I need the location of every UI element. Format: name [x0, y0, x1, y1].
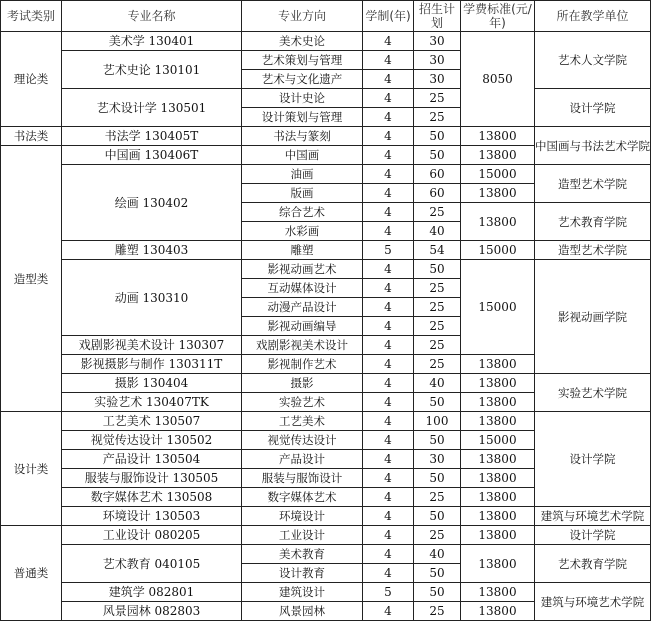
- major-cell: 风景园林 082803: [62, 602, 242, 621]
- quota-cell: 30: [414, 450, 461, 469]
- years-cell: 4: [363, 393, 414, 412]
- tuition-cell: 13800: [461, 374, 535, 393]
- category-cell: 普通类: [1, 526, 62, 621]
- quota-cell: 40: [414, 374, 461, 393]
- major-cell: 视觉传达设计 130502: [62, 431, 242, 450]
- quota-cell: 25: [414, 602, 461, 621]
- years-cell: 4: [363, 469, 414, 488]
- tuition-cell: 13800: [461, 602, 535, 621]
- years-cell: 4: [363, 336, 414, 355]
- quota-cell: 50: [414, 564, 461, 583]
- years-cell: 5: [363, 583, 414, 602]
- direction-cell: 雕塑: [242, 241, 363, 260]
- direction-cell: 水彩画: [242, 222, 363, 241]
- table-row: [1, 526, 651, 545]
- tuition-cell: 13800: [461, 488, 535, 507]
- header-major: 专业名称: [62, 1, 242, 32]
- quota-cell: 40: [414, 222, 461, 241]
- direction-cell: 设计史论: [242, 89, 363, 108]
- major-cell: 建筑学 082801: [62, 583, 242, 602]
- quota-cell: 50: [414, 146, 461, 165]
- years-cell: 4: [363, 89, 414, 108]
- major-cell: 工业设计 080205: [62, 526, 242, 545]
- tuition-cell: 13800: [461, 545, 535, 583]
- header-quota: 招生计划: [414, 1, 461, 32]
- years-cell: 4: [363, 127, 414, 146]
- direction-cell: 综合艺术: [242, 203, 363, 222]
- direction-cell: 书法与篆刻: [242, 127, 363, 146]
- years-cell: 4: [363, 412, 414, 431]
- college-cell: 影视动画学院: [535, 260, 651, 374]
- direction-cell: 动漫产品设计: [242, 298, 363, 317]
- tuition-cell: 13800: [461, 412, 535, 431]
- quota-cell: 25: [414, 279, 461, 298]
- major-cell: 实验艺术 130407TK: [62, 393, 242, 412]
- years-cell: 4: [363, 602, 414, 621]
- quota-cell: 30: [414, 70, 461, 89]
- quota-cell: 25: [414, 317, 461, 336]
- direction-cell: 影视动画编导: [242, 317, 363, 336]
- years-cell: 4: [363, 165, 414, 184]
- major-cell: 艺术设计学 130501: [62, 89, 242, 127]
- tuition-cell: 13800: [461, 469, 535, 488]
- major-cell: 戏剧影视美术设计 130307: [62, 336, 242, 355]
- table-row: [1, 127, 651, 146]
- direction-cell: 工业设计: [242, 526, 363, 545]
- direction-cell: 艺术策划与管理: [242, 51, 363, 70]
- major-cell: 摄影 130404: [62, 374, 242, 393]
- table-row: [1, 412, 651, 431]
- category-cell: 设计类: [1, 412, 62, 526]
- category-cell: 理论类: [1, 32, 62, 127]
- table-row: [1, 507, 651, 526]
- quota-cell: 50: [414, 507, 461, 526]
- direction-cell: 建筑设计: [242, 583, 363, 602]
- major-cell: 产品设计 130504: [62, 450, 242, 469]
- years-cell: 4: [363, 564, 414, 583]
- direction-cell: 油画: [242, 165, 363, 184]
- quota-cell: 50: [414, 260, 461, 279]
- quota-cell: 50: [414, 583, 461, 602]
- college-cell: 造型艺术学院: [535, 241, 651, 260]
- major-cell: 中国画 130406T: [62, 146, 242, 165]
- direction-cell: 影视制作艺术: [242, 355, 363, 374]
- quota-cell: 50: [414, 431, 461, 450]
- years-cell: 4: [363, 431, 414, 450]
- tuition-cell: 13800: [461, 146, 535, 165]
- table-row: [1, 32, 651, 51]
- major-cell: 美术学 130401: [62, 32, 242, 51]
- tuition-cell: 15000: [461, 165, 535, 184]
- direction-cell: 设计教育: [242, 564, 363, 583]
- direction-cell: 产品设计: [242, 450, 363, 469]
- quota-cell: 30: [414, 32, 461, 51]
- years-cell: 4: [363, 108, 414, 127]
- years-cell: 4: [363, 184, 414, 203]
- years-cell: 4: [363, 70, 414, 89]
- years-cell: 4: [363, 450, 414, 469]
- quota-cell: 30: [414, 51, 461, 70]
- college-cell: 设计学院: [535, 526, 651, 545]
- major-cell: 艺术史论 130101: [62, 51, 242, 89]
- major-cell: 影视摄影与制作 130311T: [62, 355, 242, 374]
- header-row: [1, 1, 651, 32]
- direction-cell: 实验艺术: [242, 393, 363, 412]
- direction-cell: 中国画: [242, 146, 363, 165]
- tuition-cell: 13800: [461, 203, 535, 241]
- years-cell: 4: [363, 488, 414, 507]
- college-cell: 造型艺术学院: [535, 165, 651, 203]
- years-cell: 4: [363, 507, 414, 526]
- direction-cell: 风景园林: [242, 602, 363, 621]
- years-cell: 4: [363, 526, 414, 545]
- table-row: [1, 583, 651, 602]
- direction-cell: 美术教育: [242, 545, 363, 564]
- quota-cell: 60: [414, 184, 461, 203]
- tuition-cell: 13800: [461, 127, 535, 146]
- direction-cell: 艺术与文化遗产: [242, 70, 363, 89]
- direction-cell: 摄影: [242, 374, 363, 393]
- quota-cell: 25: [414, 89, 461, 108]
- tuition-cell: 13800: [461, 355, 535, 374]
- category-cell: 造型类: [1, 146, 62, 412]
- major-cell: 艺术教育 040105: [62, 545, 242, 583]
- years-cell: 4: [363, 298, 414, 317]
- major-cell: 雕塑 130403: [62, 241, 242, 260]
- table-row: [1, 260, 651, 279]
- college-cell: 艺术教育学院: [535, 545, 651, 583]
- quota-cell: 60: [414, 165, 461, 184]
- quota-cell: 25: [414, 336, 461, 355]
- quota-cell: 25: [414, 488, 461, 507]
- years-cell: 4: [363, 146, 414, 165]
- direction-cell: 数字媒体艺术: [242, 488, 363, 507]
- college-cell: 中国画与书法艺术学院: [535, 127, 651, 165]
- major-cell: 服装与服饰设计 130505: [62, 469, 242, 488]
- college-cell: 艺术人文学院: [535, 32, 651, 89]
- years-cell: 4: [363, 260, 414, 279]
- quota-cell: 50: [414, 393, 461, 412]
- tuition-cell: 13800: [461, 450, 535, 469]
- tuition-cell: 15000: [461, 431, 535, 450]
- years-cell: 4: [363, 203, 414, 222]
- direction-cell: 戏剧影视美术设计: [242, 336, 363, 355]
- category-cell: 书法类: [1, 127, 62, 146]
- quota-cell: 50: [414, 127, 461, 146]
- major-cell: 书法学 130405T: [62, 127, 242, 146]
- quota-cell: 100: [414, 412, 461, 431]
- tuition-cell: 8050: [461, 32, 535, 127]
- header-category: 考试类别: [1, 1, 62, 32]
- major-cell: 绘画 130402: [62, 165, 242, 241]
- quota-cell: 25: [414, 108, 461, 127]
- tuition-cell: 13800: [461, 583, 535, 602]
- header-years: 学制(年): [363, 1, 414, 32]
- table-row: [1, 89, 651, 108]
- direction-cell: 影视动画艺术: [242, 260, 363, 279]
- header-tuition: 学费标准(元/年): [461, 1, 535, 32]
- table-row: [1, 545, 651, 564]
- direction-cell: 互动媒体设计: [242, 279, 363, 298]
- tuition-cell: 13800: [461, 184, 535, 203]
- direction-cell: 环境设计: [242, 507, 363, 526]
- major-cell: 环境设计 130503: [62, 507, 242, 526]
- tuition-cell: 15000: [461, 241, 535, 260]
- quota-cell: 25: [414, 298, 461, 317]
- years-cell: 4: [363, 355, 414, 374]
- quota-cell: 50: [414, 469, 461, 488]
- tuition-cell: 15000: [461, 260, 535, 355]
- quota-cell: 54: [414, 241, 461, 260]
- direction-cell: 版画: [242, 184, 363, 203]
- college-cell: 建筑与环境艺术学院: [535, 507, 651, 526]
- college-cell: 实验艺术学院: [535, 374, 651, 412]
- quota-cell: 40: [414, 545, 461, 564]
- tuition-cell: 13800: [461, 526, 535, 545]
- direction-cell: 设计策划与管理: [242, 108, 363, 127]
- header-college: 所在教学单位: [535, 1, 651, 32]
- table-row: [1, 241, 651, 260]
- table-row: [1, 374, 651, 393]
- direction-cell: 美术史论: [242, 32, 363, 51]
- major-cell: 动画 130310: [62, 260, 242, 336]
- header-direction: 专业方向: [242, 1, 363, 32]
- years-cell: 4: [363, 279, 414, 298]
- years-cell: 4: [363, 32, 414, 51]
- years-cell: 4: [363, 374, 414, 393]
- years-cell: 5: [363, 241, 414, 260]
- major-cell: 工艺美术 130507: [62, 412, 242, 431]
- years-cell: 4: [363, 51, 414, 70]
- table-row: [1, 165, 651, 184]
- college-cell: 设计学院: [535, 89, 651, 127]
- college-cell: 建筑与环境艺术学院: [535, 583, 651, 621]
- major-cell: 数字媒体艺术 130508: [62, 488, 242, 507]
- quota-cell: 25: [414, 355, 461, 374]
- years-cell: 4: [363, 545, 414, 564]
- direction-cell: 视觉传达设计: [242, 431, 363, 450]
- quota-cell: 25: [414, 526, 461, 545]
- tuition-cell: 13800: [461, 393, 535, 412]
- quota-cell: 25: [414, 203, 461, 222]
- tuition-cell: 13800: [461, 507, 535, 526]
- years-cell: 4: [363, 317, 414, 336]
- years-cell: 4: [363, 222, 414, 241]
- college-cell: 设计学院: [535, 412, 651, 507]
- college-cell: 艺术教育学院: [535, 203, 651, 241]
- direction-cell: 服装与服饰设计: [242, 469, 363, 488]
- direction-cell: 工艺美术: [242, 412, 363, 431]
